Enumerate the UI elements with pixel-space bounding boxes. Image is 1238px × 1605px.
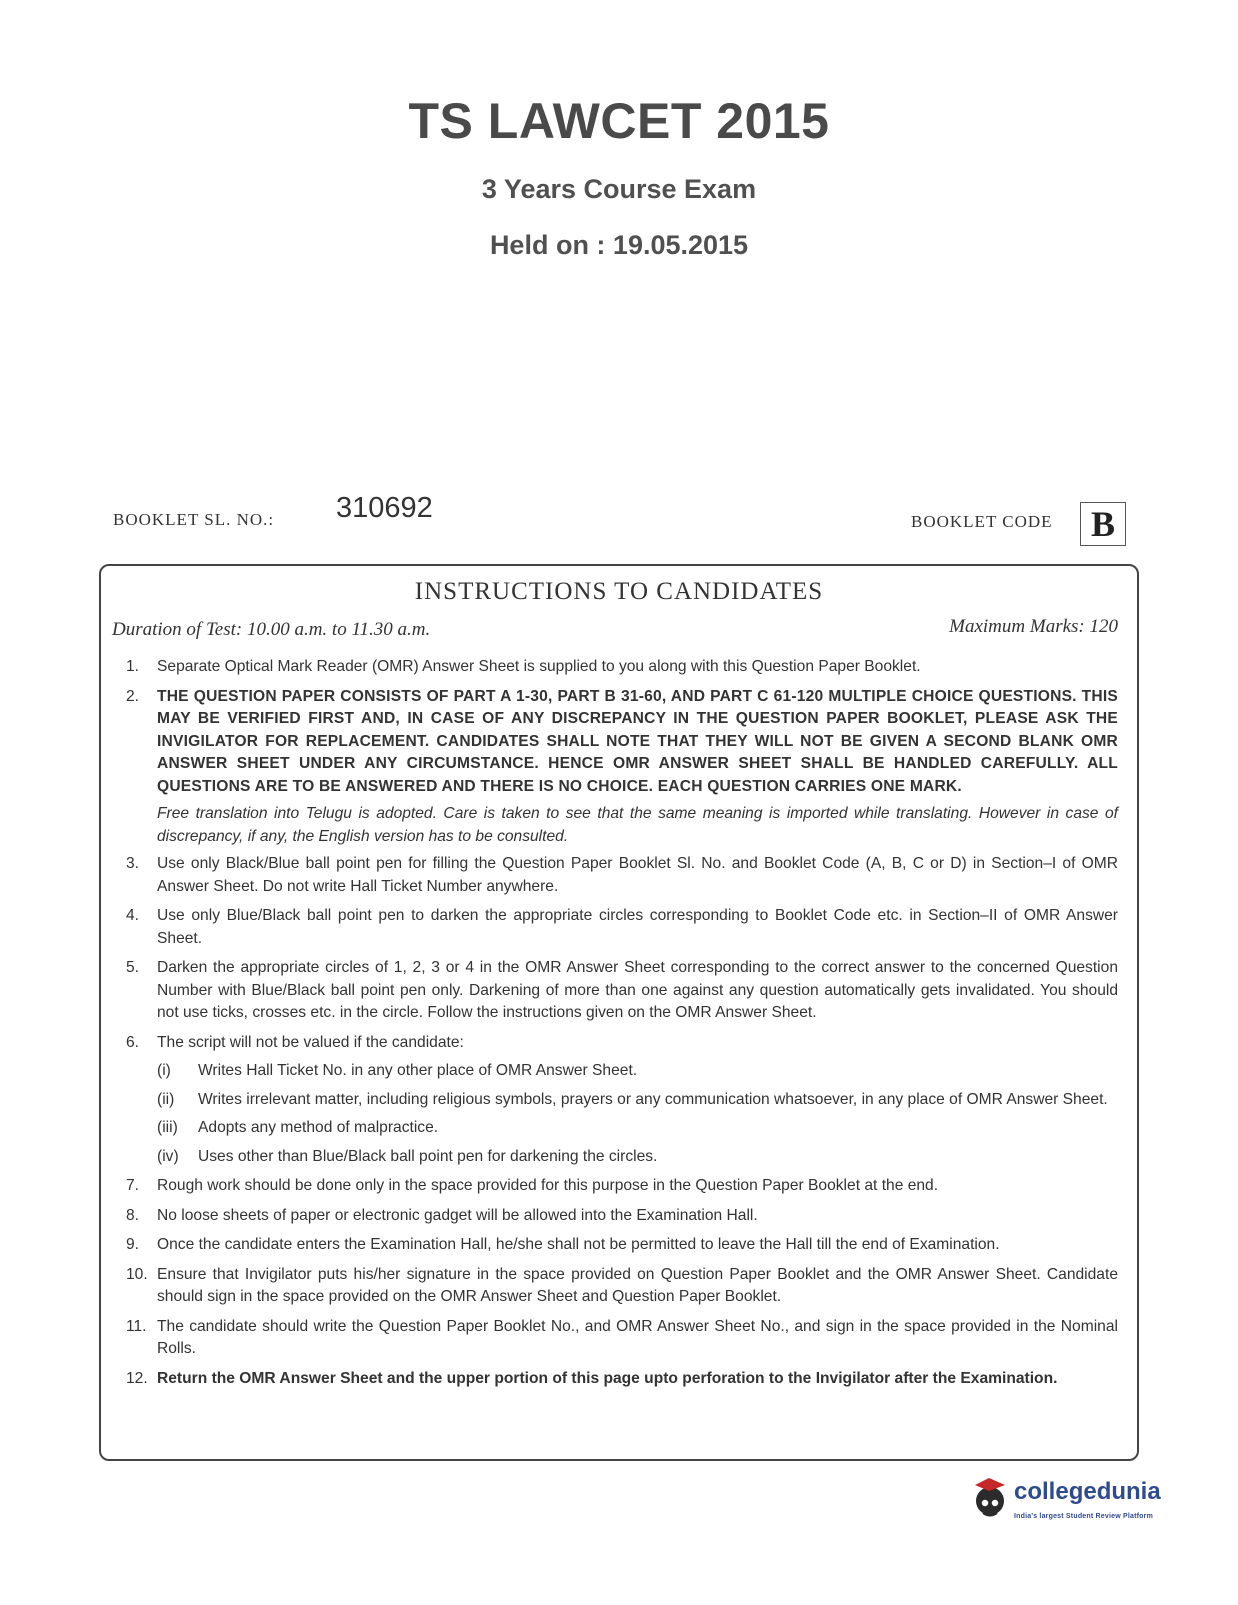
list-item <box>118 905 1118 950</box>
item-number: 7. <box>126 1177 140 1194</box>
sub-item <box>157 1146 1118 1169</box>
item-text: Use only Blue/Black ball point pen to darken the appropriate circles corresponding to Booklet Code etc. in Section–II of OMR Answer Sheet. <box>157 907 1118 947</box>
sub-item <box>157 1089 1118 1112</box>
list-item <box>118 1032 1118 1169</box>
item-number: 2. <box>126 687 140 705</box>
exam-subtitle: 3 Years Course Exam <box>481 174 757 204</box>
sub-item-text: Adopts any method of malpractice. <box>198 1119 439 1136</box>
maximum-marks: Maximum Marks: 120 <box>949 616 1118 637</box>
item-number: 1. <box>126 658 140 675</box>
item-number: 5. <box>126 959 140 976</box>
item-text: The script will not be valued if the candidate: <box>157 1033 464 1051</box>
list-item <box>118 656 1118 679</box>
sub-item-number: (ii) <box>157 1090 175 1108</box>
sub-item-number: (iv) <box>157 1147 179 1165</box>
list-item <box>118 957 1118 1025</box>
sub-item-text: Uses other than Blue/Black ball point pen for darkening the circles. <box>198 1147 658 1165</box>
item-number: 9. <box>126 1236 140 1253</box>
booklet-sl-label: BOOKLET SL. NO.: <box>113 510 275 529</box>
item-number: 8. <box>126 1206 140 1224</box>
item-number: 11. <box>126 1317 147 1335</box>
item-text: The candidate should write the Question Paper Booklet No., and OMR Answer Sheet No., and sign in the space provided in the Nominal Rolls. <box>157 1317 1118 1357</box>
item-number: 12. <box>126 1369 148 1387</box>
item-number: 6. <box>126 1033 140 1051</box>
item-text: Separate Optical Mark Reader (OMR) Answer Sheet is supplied to you along with this Question Paper Booklet. <box>157 658 921 675</box>
list-item <box>118 1234 1118 1257</box>
list-item <box>118 1264 1118 1309</box>
list-item <box>118 853 1118 898</box>
item-text: Ensure that Invigilator puts his/her signature in the space provided on Question Paper Booklet and the OMR Answer Sheet. Candidate should sign in the space provided on the OMR Answer Sheet and Question Paper Booklet. <box>157 1265 1118 1305</box>
sub-item-text: Writes irrelevant matter, including religious symbols, prayers or any communication whatsoever, in any place of OMR Answer Sheet. <box>198 1090 1108 1108</box>
item-text: Return the OMR Answer Sheet and the upper portion of this page upto perforation to the Invigilator after the Examination. <box>157 1369 1058 1387</box>
item-text: Darken the appropriate circles of 1, 2, 3 or 4 in the OMR Answer Sheet corresponding to the correct answer to the concerned Question Number with Blue/Black ball point pen only. Darkening of more than one against any question automatically gets invalidated. You should not use ticks, crosses etc. in the circle. Follow the instructions given on the OMR Answer Sheet. <box>157 959 1118 1021</box>
exam-title: TS LAWCET 2015 <box>408 93 830 149</box>
list-item <box>118 1175 1118 1198</box>
booklet-code-label: BOOKLET CODE <box>911 512 1053 531</box>
sub-item-number: (iii) <box>157 1119 178 1136</box>
translation-note: Free translation into Telugu is adopted. Care is taken to see that the same meaning is imported while translating. However in case of discrepancy, if any, the English version has to be consulted. <box>157 805 1118 845</box>
list-item <box>118 686 1118 854</box>
sub-item <box>157 1060 1118 1083</box>
booklet-sl-value: 310692 <box>336 492 433 524</box>
sub-item-text: Writes Hall Ticket No. in any other place of OMR Answer Sheet. <box>198 1062 638 1079</box>
item-number: 3. <box>126 855 140 872</box>
item-number: 10. <box>126 1265 148 1283</box>
instructions-list <box>118 656 1118 1390</box>
exam-date: Held on : 19.05.2015 <box>489 230 749 260</box>
item-text: Use only Black/Blue ball point pen for filling the Question Paper Booklet Sl. No. and Booklet Code (A, B, C or D) in Section–I of OMR Answer Sheet. Do not write Hall Ticket Number anywhere. <box>157 855 1118 895</box>
logo-tagline: India's largest Student Review Platform <box>1014 1513 1153 1520</box>
test-duration: Duration of Test: 10.00 a.m. to 11.30 a.m. <box>112 619 431 640</box>
sub-item <box>157 1117 1118 1140</box>
instructions-title: INSTRUCTIONS TO CANDIDATES <box>414 578 824 605</box>
list-item <box>118 1205 1118 1228</box>
list-item <box>118 1368 1118 1391</box>
item-text: THE QUESTION PAPER CONSISTS OF PART A 1-30, PART B 31-60, AND PART C 61-120 MULTIPLE CHOICE QUESTIONS. THIS MAY BE VERIFIED FIRST AND, IN CASE OF ANY DISCREPANCY IN THE QUESTION PAPER BOOKLET, PLEASE ASK THE INVIGILATOR FOR REPLACEMENT. CANDIDATES SHALL NOTE THAT THEY WILL NOT BE GIVEN A SECOND BLANK OMR ANSWER SHEET UNDER ANY CIRCUMSTANCE. HENCE OMR ANSWER SHEET SHALL BE HANDLED CAREFULLY. ALL QUESTIONS ARE TO BE ANSWERED AND THERE IS NO CHOICE. EACH QUESTION CARRIES ONE MARK. <box>157 687 1118 795</box>
logo-name: collegedunia <box>1014 1478 1161 1505</box>
item-text: Once the candidate enters the Examination Hall, he/she shall not be permitted to leave the Hall till the end of Examination. <box>157 1236 1000 1253</box>
item-text: Rough work should be done only in the space provided for this purpose in the Question Paper Booklet at the end. <box>157 1177 939 1194</box>
item-number: 4. <box>126 907 140 924</box>
booklet-code-value: B <box>1080 502 1126 546</box>
item-text: No loose sheets of paper or electronic gadget will be allowed into the Examination Hall. <box>157 1206 758 1224</box>
sub-item-number: (i) <box>157 1062 171 1079</box>
list-item <box>118 1316 1118 1361</box>
